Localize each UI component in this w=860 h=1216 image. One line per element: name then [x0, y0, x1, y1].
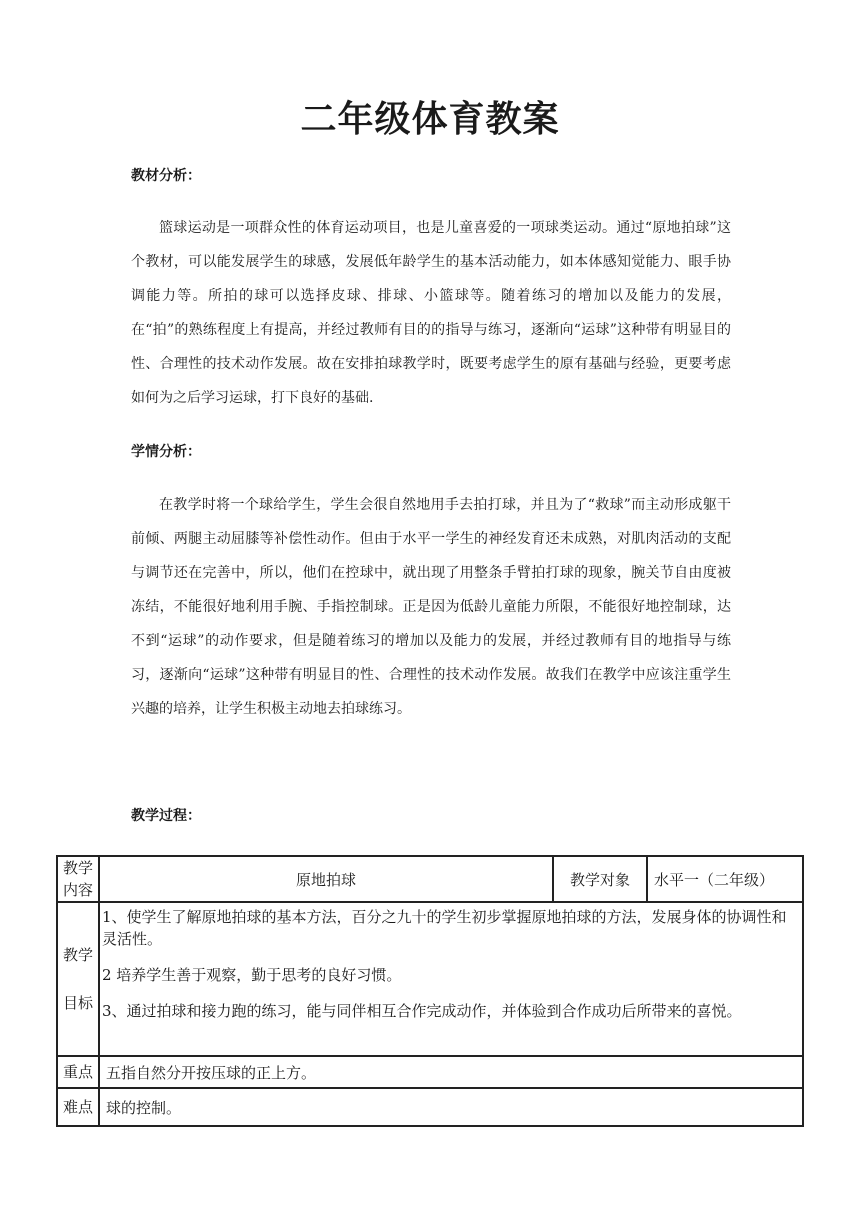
- key-value: 五指自然分开按压球的正上方。: [106, 1063, 317, 1082]
- content-label: 教学内容: [62, 859, 93, 899]
- key-label: 重点: [62, 1063, 93, 1081]
- content-label-cell: [57, 856, 99, 902]
- lesson-plan-table: [56, 855, 804, 1127]
- object-value: 水平一（二年级）: [654, 870, 775, 889]
- difficulty-value-cell: [99, 1088, 803, 1126]
- key-value-cell: [99, 1056, 803, 1088]
- table-row: [57, 856, 803, 902]
- goals-label-cell: [57, 902, 99, 1056]
- teaching-process-heading: 教学过程：: [131, 808, 201, 824]
- material-analysis-heading: 教材分析：: [131, 168, 201, 184]
- difficulty-label-cell: [57, 1088, 99, 1126]
- difficulty-label: 难点: [62, 1098, 93, 1116]
- student-analysis-heading: 学情分析：: [131, 444, 201, 460]
- material-analysis-text: 篮球运动是一项群众性的体育运动项目，也是儿童喜爱的一项球类运动。通过“原地拍球”这个教材，可以能发展学生的球感，发展低年龄学生的基本活动能力，如本体感知觉能力、眼手协调能力等。所拍的球可以选择皮球、排球、小篮球等。随着练习的增加以及能力的发展，在“拍”的熟练程度上有提高，并经过教师有目的的指导与练习，逐渐向“运球”这种带有明显目的性、合理性的技术动作发展。故在安排拍球教学时，既要考虑学生的原有基础与经验，更要考虑如何为之后学习运球，打下良好的基础.: [131, 220, 731, 406]
- content-value: 原地拍球: [295, 870, 356, 889]
- student-analysis-text: 在教学时将一个球给学生，学生会很自然地用手去拍打球，并且为了“救球”而主动形成躯干前倾、两腿主动屈膝等补偿性动作。但由于水平一学生的神经发育还未成熟，对肌肉活动的支配与调节还在完善中，所以，他们在控球中，就出现了用整条手臂拍打球的现象，腕关节自由度被冻结，不能很好地利用手腕、手指控制球。正是因为低龄儿童能力所限，不能很好地控制球，达不到“运球”的动作要求，但是随着练习的增加以及能力的发展，并经过教师有目的地指导与练习，逐渐向“运球”这种带有明显目的性、合理性的技术动作发展。故我们在教学中应该注重学生兴趣的培养，让学生积极主动地去拍球练习。: [131, 497, 731, 717]
- object-value-cell: [647, 856, 803, 902]
- goals-cell: [99, 902, 803, 1056]
- object-label-cell: [553, 856, 647, 902]
- table-row: [57, 902, 803, 1056]
- document-title: 二年级体育教案: [300, 99, 560, 140]
- goals-label: 教学目标: [62, 946, 93, 1012]
- difficulty-value: 球的控制。: [106, 1098, 182, 1117]
- goal-item-3: 3、通过拍球和接力跑的练习，能与同伴相互合作完成动作，并体验到合作成功后所带来的喜悦。: [102, 1002, 742, 1020]
- table-row: [57, 1088, 803, 1126]
- goal-item-2: 2 培养学生善于观察，勤于思考的良好习惯。: [102, 966, 402, 984]
- content-value-cell: [99, 856, 553, 902]
- table-row: [57, 1056, 803, 1088]
- key-label-cell: [57, 1056, 99, 1088]
- goal-item-1: 1、使学生了解原地拍球的基本方法，百分之九十的学生初步掌握原地拍球的方法，发展身体的协调性和灵活性。: [102, 908, 787, 948]
- object-label: 教学对象: [569, 870, 630, 889]
